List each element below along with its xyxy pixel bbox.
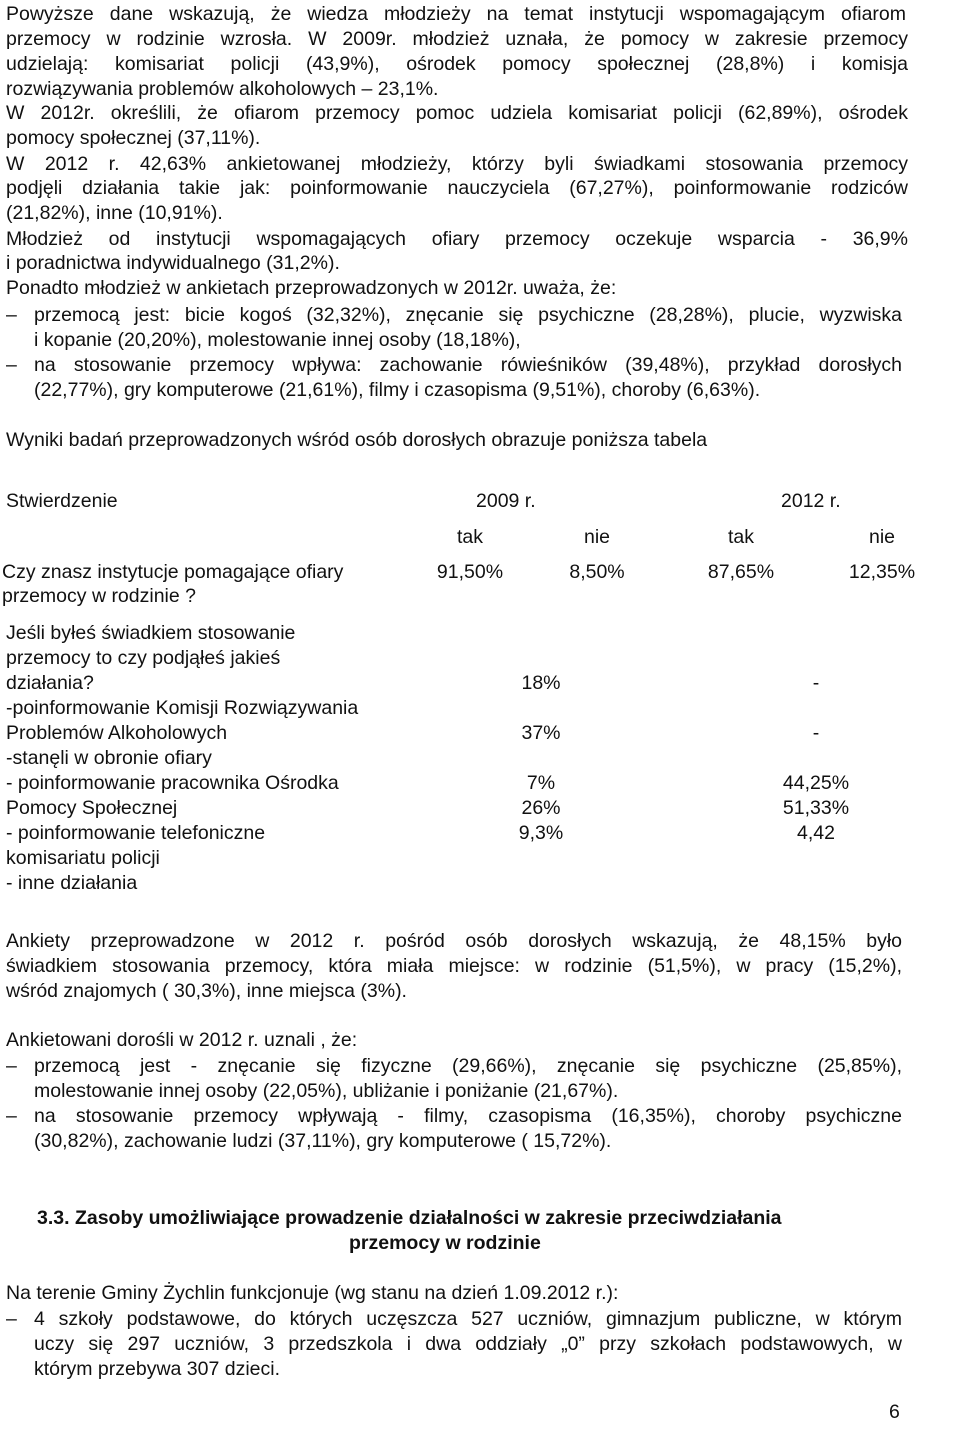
table-cell: 18% xyxy=(521,672,561,694)
table-row2-label: przemocy to czy podjąłeś jakieś xyxy=(6,647,281,669)
adults-line: świadkiem stosowania przemocy, która miała miejsce: w rodzinie (51,5%), w pracy (15,2%), xyxy=(6,955,902,977)
table-row2-label: - inne działania xyxy=(6,872,138,894)
table-subheader-tak-2012: tak xyxy=(727,526,754,548)
table-cell: 51,33% xyxy=(782,797,850,819)
intro-line: i poradnictwa indywidualnego (31,2%). xyxy=(6,252,340,274)
bullet-line: którym przebywa 307 dzieci. xyxy=(34,1358,281,1380)
bullet-line: (22,77%), gry komputerowe (21,61%), filmy i czasopisma (9,51%), choroby (6,63%). xyxy=(34,379,761,401)
intro-line: udzielają: komisariat policji (43,9%), ośrodek pomocy społecznej (28,8%) i komisja xyxy=(6,53,908,75)
bullet-line: uczy się 297 uczniów, 3 przedszkola i dwa oddziały „0” przy szkołach podstawowych, w xyxy=(34,1333,902,1355)
table-row2-label: komisariatu policji xyxy=(6,847,160,869)
bullet-line: na stosowanie przemocy wpływa: zachowanie rówieśników (39,48%), przykład dorosłych xyxy=(34,354,902,376)
table-subheader-nie-2012: nie xyxy=(868,526,896,548)
table-header-year-2012: 2012 r. xyxy=(781,490,841,512)
intro-line: podjęli działania takie jak: poinformowanie nauczyciela (67,27%), poinformowanie rodziców xyxy=(6,177,908,199)
table-subheader-tak-2009: tak xyxy=(456,526,483,548)
bullet-line: i kopanie (20,20%), molestowanie innej osoby (18,18%), xyxy=(34,329,521,351)
bullet-dash: – xyxy=(6,354,17,376)
table-cell: 8,50% xyxy=(569,561,625,583)
intro-line: Młodzież od instytucji wspomagających ofiary przemocy oczekuje wsparcia - 36,9% xyxy=(6,228,908,250)
intro-line: (21,82%), inne (10,91%). xyxy=(6,202,223,224)
table-subheader-nie-2009: nie xyxy=(583,526,611,548)
table-cell: 91,50% xyxy=(436,561,504,583)
table-cell: - xyxy=(812,672,820,694)
table-cell: 26% xyxy=(521,797,561,819)
bullet-line: 4 szkoły podstawowe, do których uczęszcza 527 uczniów, gimnazjum publiczne, w którym xyxy=(34,1308,902,1330)
table-header-year-2009: 2009 r. xyxy=(476,490,536,512)
table-row1-label: przemocy w rodzinie ? xyxy=(2,585,196,607)
table-row1-label: Czy znasz instytucje pomagające ofiary xyxy=(2,561,344,583)
intro-line: Ponadto młodzież w ankietach przeprowadzonych w 2012r. uważa, że: xyxy=(6,277,617,299)
table-row2-label: Problemów Alkoholowych xyxy=(6,722,228,744)
adults-line: wśród znajomych ( 30,3%), inne miejsca (3%). xyxy=(6,980,407,1002)
adults-line: Ankiety przeprowadzone w 2012 r. pośród osób dorosłych wskazują, że 48,15% było xyxy=(6,930,902,952)
table-row2-label: - poinformowanie telefoniczne xyxy=(6,822,266,844)
table-intro: Wyniki badań przeprowadzonych wśród osób dorosłych obrazuje poniższa tabela xyxy=(6,429,708,451)
table-cell: 37% xyxy=(521,722,561,744)
table-cell: 44,25% xyxy=(782,772,850,794)
resources-intro: Na terenie Gminy Żychlin funkcjonuje (wg stanu na dzień 1.09.2012 r.): xyxy=(6,1282,619,1304)
table-row2-label: - poinformowanie pracownika Ośrodka xyxy=(6,772,339,794)
table-header-statement: Stwierdzenie xyxy=(6,490,118,512)
bullet-dash: – xyxy=(6,1308,17,1330)
intro-line: Powyższe dane wskazują, że wiedza młodzieży na temat instytucji wspomagającym ofiarom xyxy=(6,3,906,25)
bullet-line: molestowanie innej osoby (22,05%), ubliżanie i poniżanie (21,67%). xyxy=(34,1080,619,1102)
table-cell: 7% xyxy=(526,772,556,794)
table-row2-label: -stanęli w obronie ofiary xyxy=(6,747,212,769)
intro-line: przemocy w rodzinie wzrosła. W 2009r. młodzież uznała, że pomocy w zakresie przemocy xyxy=(6,28,908,50)
bullet-dash: – xyxy=(6,1055,17,1077)
table-cell: - xyxy=(812,722,820,744)
bullet-dash: – xyxy=(6,1105,17,1127)
intro-line: W 2012 r. 42,63% ankietowanej młodzieży, którzy byli świadkami stosowania przemocy xyxy=(6,153,908,175)
intro-line: rozwiązywania problemów alkoholowych – 23,1%. xyxy=(6,78,439,100)
section-heading-line: przemocy w rodzinie xyxy=(349,1232,541,1254)
bullet-line: przemocą jest - znęcanie się fizyczne (29,66%), znęcanie się psychiczne (25,85%), xyxy=(34,1055,902,1077)
table-row2-label: Pomocy Społecznej xyxy=(6,797,178,819)
section-heading-line: 3.3. Zasoby umożliwiające prowadzenie działalności w zakresie przeciwdziałania xyxy=(37,1207,782,1229)
intro-line: W 2012r. określili, że ofiarom przemocy pomoc udziela komisariat policji (62,89%), ośrodek xyxy=(6,102,908,124)
intro-line: pomocy społecznej (37,11%). xyxy=(6,127,261,149)
table-cell: 12,35% xyxy=(848,561,916,583)
bullet-line: przemocą jest: bicie kogoś (32,32%), znęcanie się psychiczne (28,28%), plucie, wyzwiska xyxy=(34,304,902,326)
adults-intro: Ankietowani dorośli w 2012 r. uznali , że: xyxy=(6,1029,358,1051)
table-cell: 4,42 xyxy=(797,822,835,844)
bullet-line: na stosowanie przemocy wpływają - filmy, czasopisma (16,35%), choroby psychiczne xyxy=(34,1105,902,1127)
table-cell: 87,65% xyxy=(707,561,775,583)
table-cell: 9,3% xyxy=(518,822,564,844)
page-number: 6 xyxy=(889,1401,900,1423)
table-row2-label: Jeśli byłeś świadkiem stosowanie xyxy=(6,622,296,644)
table-row2-label: działania? xyxy=(6,672,94,694)
bullet-line: (30,82%), zachowanie ludzi (37,11%), gry komputerowe ( 15,72%). xyxy=(34,1130,612,1152)
bullet-dash: – xyxy=(6,304,17,326)
table-row2-label: -poinformowanie Komisji Rozwiązywania xyxy=(6,697,359,719)
